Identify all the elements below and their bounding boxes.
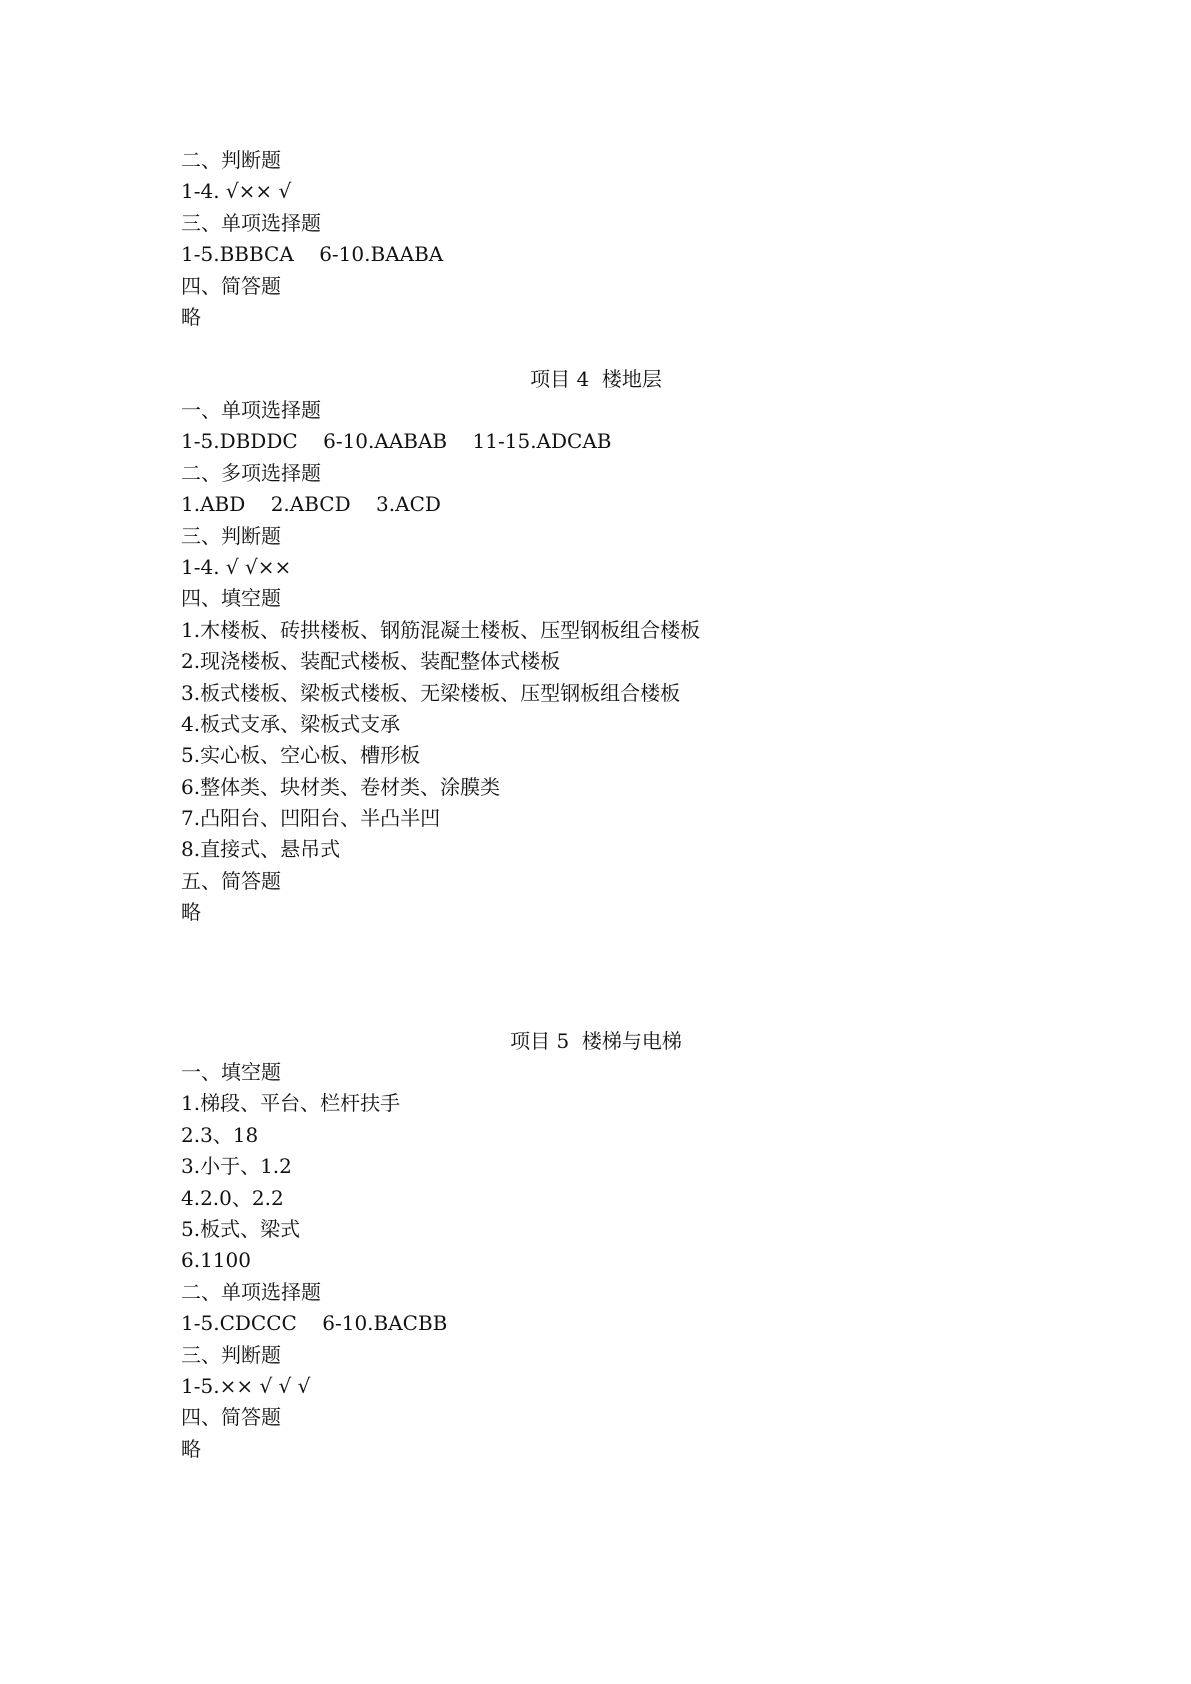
answer-line: 6.1100 [181,1248,251,1273]
answer-line: 1-5.CDCCC 6-10.BACBB [181,1311,448,1336]
section-heading-single-choice: 一、单项选择题 [181,398,321,422]
answer-line: 5.板式、梁式 [181,1216,301,1241]
project5-title: 项目 5 楼梯与电梯 [510,1029,682,1053]
answer-line: 2.现浇楼板、装配式楼板、装配整体式楼板 [181,649,561,674]
section-heading-multiple-choice: 二、多项选择题 [181,460,321,485]
answers-top-section [181,145,1001,333]
section-heading-short-answer: 四、简答题 [181,1405,281,1430]
answer-line: 1-5.BBBCA 6-10.BAABA [181,242,444,267]
answer-line: 4.2.0、2.2 [181,1185,284,1210]
answer-line: 3.板式楼板、梁板式楼板、无梁楼板、压型钢板组合楼板 [181,680,681,705]
section-heading-short-answer: 四、简答题 [181,273,281,298]
answer-line: 8.直接式、悬吊式 [181,837,341,862]
answer-line: 6.整体类、块材类、卷材类、涂膜类 [181,774,501,799]
answer-line: 略 [181,1436,201,1461]
answer-line: 1-4. √×× √ [181,179,292,204]
project5-section [181,1057,1001,1465]
answer-line: 略 [181,304,201,329]
answer-line: 1-5.×× √ √ √ [181,1373,311,1398]
answer-line: 4.板式支承、梁板式支承 [181,711,401,736]
answer-line: 5.实心板、空心板、槽形板 [181,743,421,768]
section-heading-judgement: 三、判断题 [181,523,281,548]
answer-line: 1.梯段、平台、栏杆扶手 [181,1091,401,1116]
answer-line: 1-4. √ √×× [181,554,292,579]
section-heading-fill-blank: 一、填空题 [181,1060,281,1084]
answer-line: 7.凸阳台、凹阳台、半凸半凹 [181,806,441,831]
answer-line: 1-5.DBDDC 6-10.AABAB 11-15.ADCAB [181,429,612,454]
section-heading-single-choice: 二、单项选择题 [181,1279,321,1304]
answer-line: 1.ABD 2.ABCD 3.ACD [181,492,441,517]
section-heading-judgement: 二、判断题 [181,148,281,172]
section-heading-judgement: 三、判断题 [181,1342,281,1367]
section-heading-fill-blank: 四、填空题 [181,586,281,611]
project4-section [181,395,1001,929]
answer-line: 略 [181,900,201,925]
answer-line: 2.3、18 [181,1122,259,1147]
answer-line: 1.木楼板、砖拱楼板、钢筋混凝土楼板、压型钢板组合楼板 [181,617,701,642]
section-heading-single-choice: 三、单项选择题 [181,210,321,235]
project4-title: 项目 4 楼地层 [530,367,662,391]
answer-line: 3.小于、1.2 [181,1154,292,1179]
section-heading-short-answer: 五、简答题 [181,868,281,893]
